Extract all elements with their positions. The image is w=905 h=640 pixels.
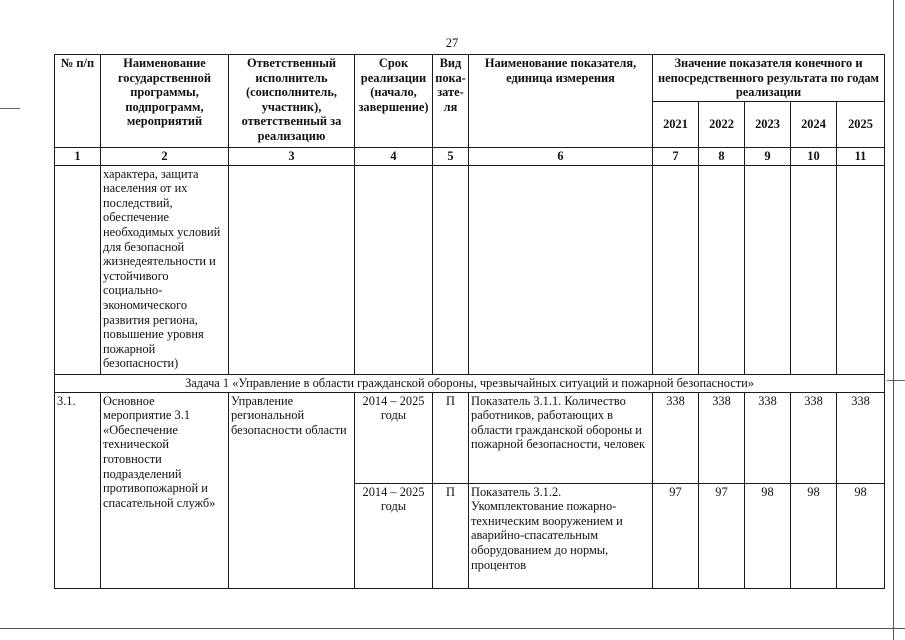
- indicator-value: 338: [745, 392, 791, 483]
- header-year: 2021: [653, 101, 699, 147]
- header-row-1: [55, 55, 885, 102]
- column-number: 4: [355, 148, 433, 166]
- indicator-type: П: [433, 483, 469, 588]
- indicator-period: 2014 – 2025 годы: [355, 483, 433, 588]
- page-right-edge: [893, 0, 894, 640]
- column-number: 8: [699, 148, 745, 166]
- scan-mark: [0, 108, 20, 109]
- indicator-name: Показатель 3.1.1. Количество работников, работающих в области гражданской обороны и пожарной безопасности, человек: [469, 392, 653, 483]
- header-year: 2024: [791, 101, 837, 147]
- indicator-value: 338: [837, 392, 885, 483]
- header-period: Срок реализации (начало, завершение): [355, 55, 433, 148]
- header-executor: Ответственный исполнитель (соисполнитель, участник), ответственный за реализацию: [229, 55, 355, 148]
- header-year: 2023: [745, 101, 791, 147]
- indicator-value: 98: [791, 483, 837, 588]
- measure-number: 3.1.: [55, 392, 101, 588]
- column-number: 1: [55, 148, 101, 166]
- task-row: [55, 374, 885, 392]
- header-values-group: Значение показателя конечного и непосредственного результата по годам реализации: [653, 55, 885, 102]
- page-number: 27: [445, 36, 459, 50]
- column-number: 6: [469, 148, 653, 166]
- header-num: № п/п: [55, 55, 101, 148]
- indicator-value: 338: [791, 392, 837, 483]
- indicator-type: П: [433, 392, 469, 483]
- indicator-value: 338: [699, 392, 745, 483]
- header-indicator-name: Наименование показателя, единица измерения: [469, 55, 653, 148]
- indicator-name: Показатель 3.1.2. Укомплектование пожарно-техническим вооружением и аварийно-спасательным оборудованием до нормы, процентов: [469, 483, 653, 588]
- column-number: 5: [433, 148, 469, 166]
- indicator-value: 338: [653, 392, 699, 483]
- continuation-text: характера, защита населения от их последствий, обеспечение необходимых условий для безопасной жизнедеятельности и устойчивого социально-экономического развития региона, повышение уровня пожарной безопасности): [101, 165, 229, 374]
- program-table: [54, 54, 885, 589]
- indicator-value: 97: [653, 483, 699, 588]
- task-title: Задача 1 «Управление в области гражданской обороны, чрезвычайных ситуаций и пожарной безопасности»: [55, 374, 885, 392]
- indicator-value: 97: [699, 483, 745, 588]
- indicator-period: 2014 – 2025 годы: [355, 392, 433, 483]
- measure-name: Основное мероприятие 3.1 «Обеспечение технической готовности подразделений противопожарной и спасательной служб»: [101, 392, 229, 588]
- column-number-row: [55, 148, 885, 166]
- column-number: 10: [791, 148, 837, 166]
- column-number: 7: [653, 148, 699, 166]
- header-year: 2022: [699, 101, 745, 147]
- column-number: 11: [837, 148, 885, 166]
- column-number: 3: [229, 148, 355, 166]
- column-number: 9: [745, 148, 791, 166]
- measure-row-1: [55, 392, 885, 483]
- column-number: 2: [101, 148, 229, 166]
- continuation-row: [55, 165, 885, 374]
- header-year: 2025: [837, 101, 885, 147]
- header-indicator-type: Вид пока-зате-ля: [433, 55, 469, 148]
- page-bottom-edge: [0, 628, 905, 629]
- scan-mark: [887, 380, 905, 381]
- measure-executor: Управление региональной безопасности области: [229, 392, 355, 588]
- indicator-value: 98: [837, 483, 885, 588]
- header-name: Наименование государственной программы, подпрограмм, мероприятий: [101, 55, 229, 148]
- indicator-value: 98: [745, 483, 791, 588]
